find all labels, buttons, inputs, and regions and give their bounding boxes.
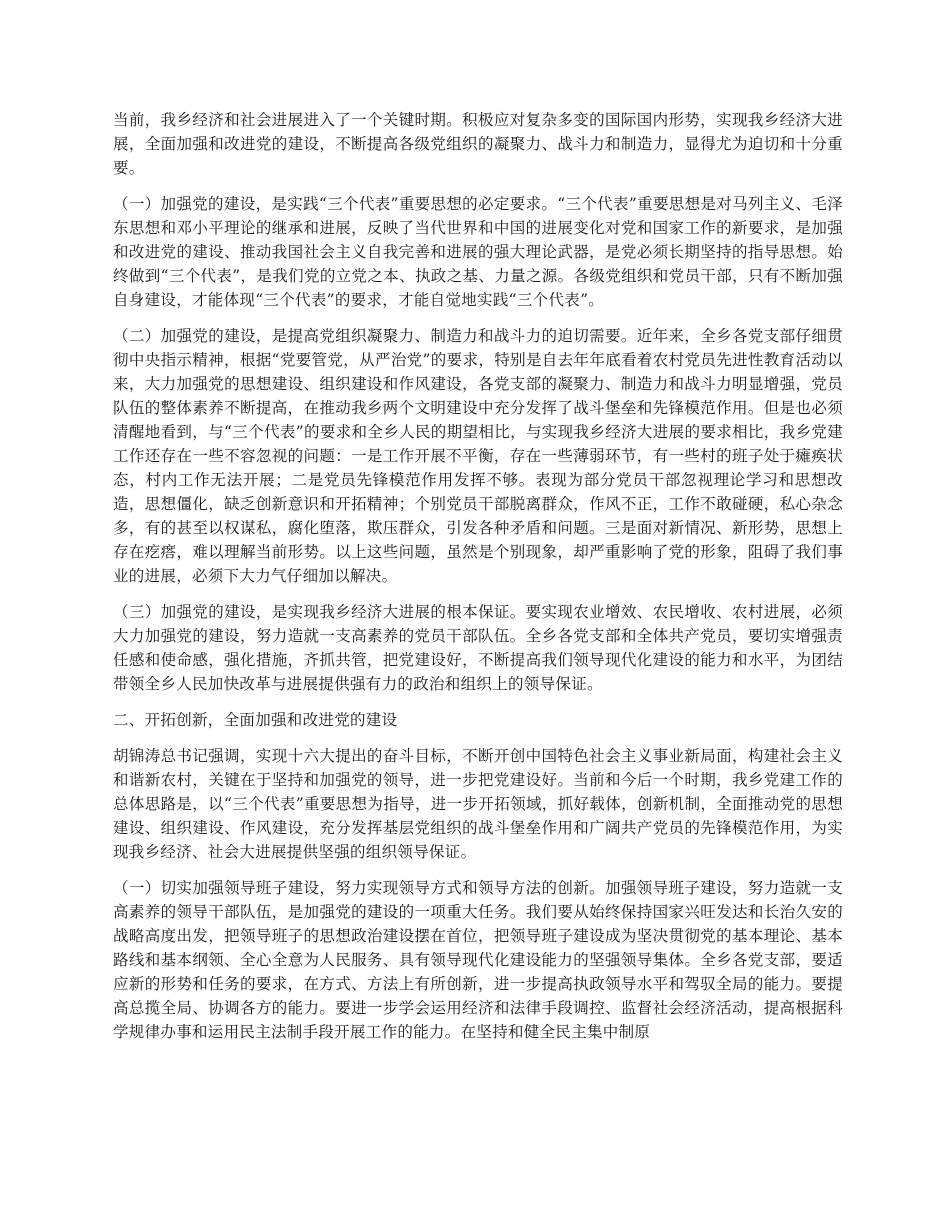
paragraph-section-1-2: （二）加强党的建设，是提高党组织凝聚力、制造力和战斗力的迫切需要。近年来，全乡各党支部仔细贯彻中央指示精神，根据“党要管党，从严治党”的要求，特别是自去年年底看着农村党员先进性教育活动以来，大力加强党的思想建设、组织建设和作风建设，各党支部的凝聚力、制造力和战斗力明显增强，党员队伍的整体素养不断提高，在推动我乡两个文明建设中充分发挥了战斗堡垒和先锋模范作用。但是也必须清醒地看到，与“三个代表”的要求和全乡人民的期望相比，与实现我乡经济大进展的要求相比，我乡党建工作还存在一些不容忽视的问题：一是工作开展不平衡，存在一些薄弱环节，有一些村的班子处于瘫痪状态，村内工作无法开展；二是党员先锋模范作用发挥不够。表现为部分党员干部忽视理论学习和思想改造，思想僵化，缺乏创新意识和开拓精神；个别党员干部脱离群众，作风不正，工作不敢碰硬，私心杂念多，有的甚至以权谋私，腐化堕落，欺压群众，引发各种矛盾和问题。三是面对新情况、新形势，思想上存在疙瘩，难以理解当前形势。以上这些问题，虽然是个别现象，却严重影响了党的形象，阻碍了我们事业的进展，必须下大力气仔细加以解决。	[113, 327, 843, 585]
paragraph-intro: 当前，我乡经济和社会进展进入了一个关键时期。积极应对复杂多变的国际国内形势，实现我乡经济大进展，全面加强和改进党的建设，不断提高各级党组织的凝聚力、战斗力和制造力，显得尤为迫切和十分重要。	[113, 111, 843, 177]
paragraph-section-2-1: （一）切实加强领导班子建设，努力实现领导方式和领导方法的创新。加强领导班子建设，努力造就一支高素养的领导干部队伍，是加强党的建设的一项重大任务。我们要从始终保持国家兴旺发达和长治久安的战略高度出发，把领导班子的思想政治建设摆在首位，把领导班子建设成为坚决贯彻党的基本理论、基本路线和基本纲领、全心全意为人民服务、具有领导现代化建设能力的坚强领导集体。全乡各党支部，要适应新的形势和任务的要求，在方式、方法上有所创新，进一步提高执政领导水平和驾驭全局的能力。要提高总揽全局、协调各方的能力。要进一步学会运用经济和法律手段调控、监督社会经济活动，提高根据科学规律办事和运用民主法制手段开展工作的能力。在坚持和健全民主集中制原	[113, 879, 843, 1041]
paragraph-section-1-1: （一）加强党的建设，是实践“三个代表”重要思想的必定要求。“三个代表”重要思想是对马列主义、毛泽东思想和邓小平理论的继承和进展，反映了当代世界和中国的进展变化对党和国家工作的新要求，是加强和改进党的建设、推动我国社会主义自我完善和进展的强大理论武器，是党必须长期坚持的指导思想。始终做到“三个代表”，是我们党的立党之本、执政之基、力量之源。各级党组织和党员干部，只有不断加强自身建设，才能体现“三个代表”的要求，才能自觉地实践“三个代表”。	[113, 195, 843, 309]
document-body	[113, 108, 843, 1056]
paragraph-section-2-intro: 胡锦涛总书记强调，实现十六大提出的奋斗目标，不断开创中国特色社会主义事业新局面，构建社会主义和谐新农村，关键在于坚持和加强党的领导，进一步把党建设好。当前和今后一个时期，我乡党建工作的总体思路是，以“三个代表”重要思想为指导，进一步开拓领域，抓好载体，创新机制，全面推动党的思想建设、组织建设、作风建设，充分发挥基层党组织的战斗堡垒作用和广阔共产党员的先锋模范作用，为实现我乡经济、社会大进展提供坚强的组织领导保证。	[113, 747, 843, 861]
paragraph-section-1-3: （三）加强党的建设，是实现我乡经济大进展的根本保证。要实现农业增效、农民增收、农村进展，必须大力加强党的建设，努力造就一支高素养的党员干部队伍。全乡各党支部和全体共产党员，要切实增强责任感和使命感，强化措施，齐抓共管，把党建设好，不断提高我们领导现代化建设的能力和水平，为团结带领全乡人民加快改革与进展提供强有力的政治和组织上的领导保证。	[113, 603, 843, 693]
section-heading: 二、开拓创新，全面加强和改进党的建设	[113, 711, 398, 729]
